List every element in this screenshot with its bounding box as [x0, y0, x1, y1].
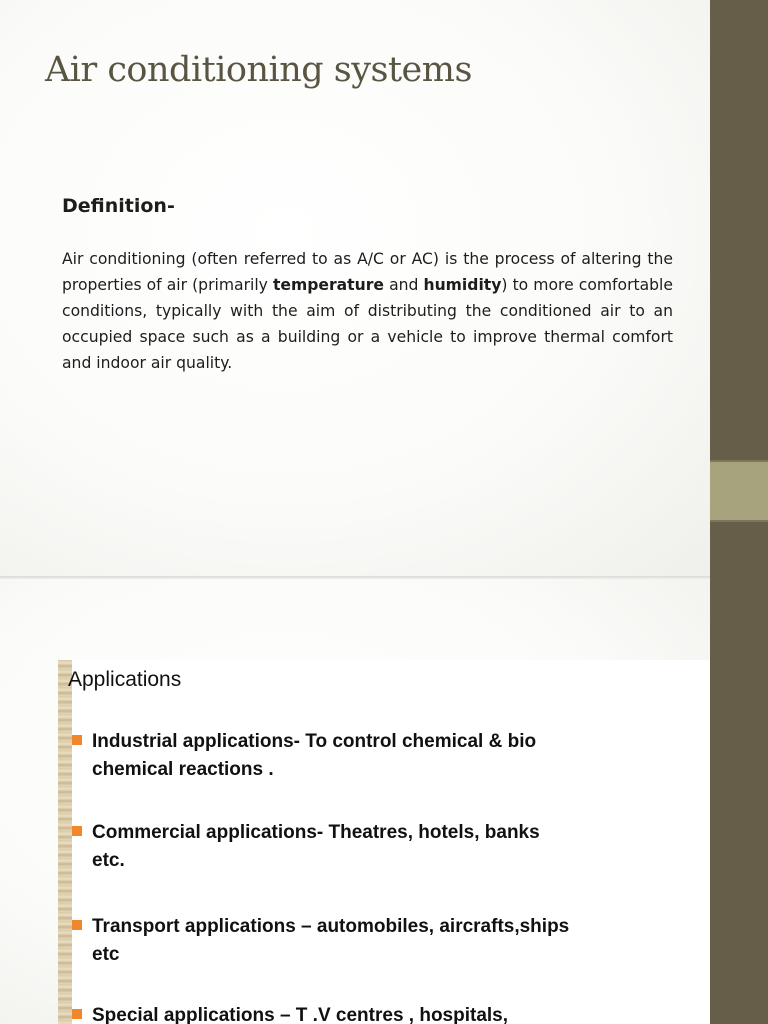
list-item-line: Transport applications – automobiles, aircrafts,ships [92, 916, 570, 937]
slide-title: Air conditioning systems [45, 50, 472, 90]
list-item-text [92, 728, 692, 784]
definition-paragraph [62, 246, 673, 376]
list-item-text [92, 819, 692, 875]
list-item-line: Special applications – T .V centres , hospitals, [92, 1005, 509, 1024]
list-item-line: chemical reactions . [92, 759, 274, 780]
side-decoration-accent [710, 462, 768, 520]
orange-square-bullet-icon [72, 826, 82, 836]
orange-square-bullet-icon [72, 920, 82, 930]
definition-heading: Definition- [62, 195, 175, 217]
list-item-line: etc. [92, 850, 125, 871]
orange-square-bullet-icon [72, 735, 82, 745]
applications-heading: Applications [68, 668, 182, 691]
side-decoration-line [710, 520, 768, 522]
definition-text: ) to more comfortable conditions, typically with the aim of distributing the conditioned air to an occupied space such as a building or a vehicle to improve thermal comfort and indoor air quality. [62, 276, 673, 372]
definition-keyword-humidity: humidity [423, 276, 502, 294]
list-item-text [92, 913, 692, 969]
list-item-text [92, 1002, 692, 1024]
list-item-line: Commercial applications- Theatres, hotels, banks [92, 822, 540, 843]
definition-text: and [384, 276, 424, 294]
definition-keyword-temperature: temperature [272, 276, 385, 294]
image-torn-edge [58, 660, 72, 1024]
orange-square-bullet-icon [72, 1009, 82, 1019]
list-item-line: etc [92, 944, 120, 965]
list-item-line: Industrial applications- To control chemical & bio [92, 731, 537, 752]
definition-text: Air conditioning (often referred to as A/C or AC) is the process of altering the properties of air (primarily [62, 250, 673, 294]
applications-image [58, 660, 710, 1024]
